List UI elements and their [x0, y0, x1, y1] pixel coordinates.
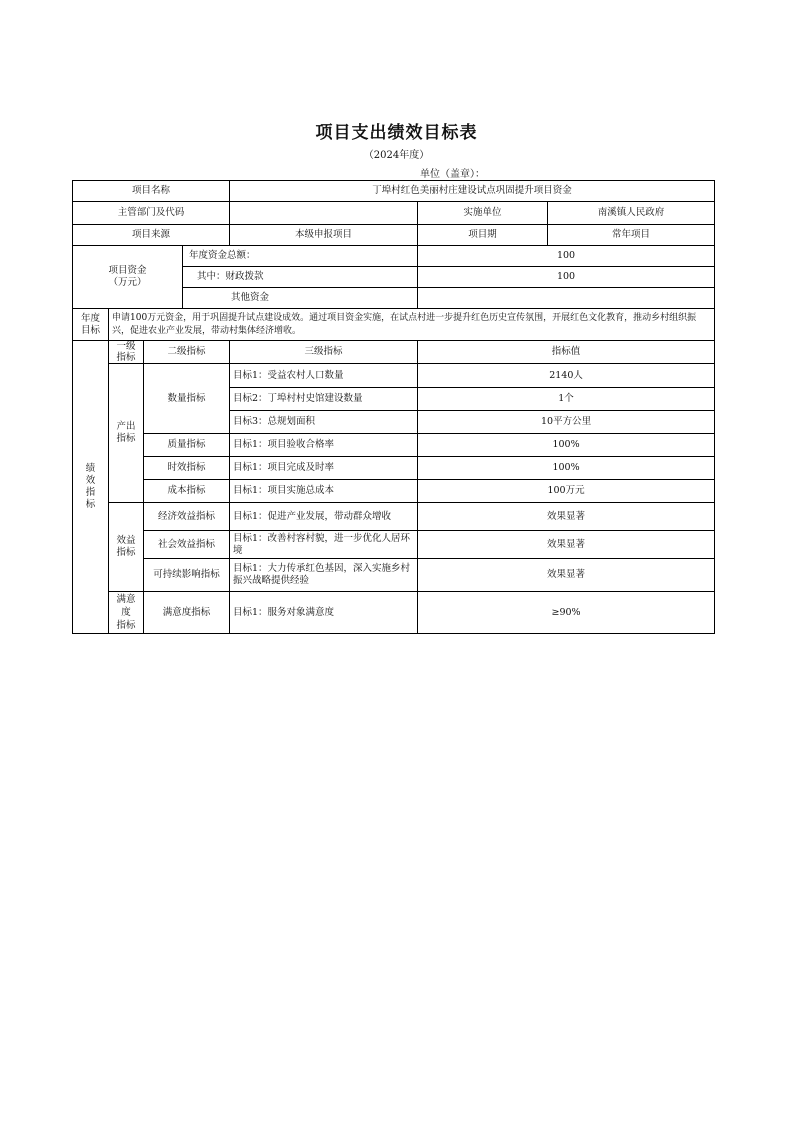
- cost-indicator-label: 成本指标: [144, 480, 230, 503]
- cost-target: 目标1：项目实施总成本: [230, 480, 418, 503]
- project-name-label: 项目名称: [73, 181, 230, 202]
- period-label: 项目期: [418, 225, 548, 246]
- quality-target: 目标1：项目验收合格率: [230, 434, 418, 457]
- social-value: 效果显著: [418, 531, 715, 559]
- quantity-target-1: 目标1：受益农村人口数量: [230, 364, 418, 388]
- annual-goal-text: 申请100万元资金，用于巩固提升试点建设成效。通过项目资金实施，在试点村进一步提升红色历史宣传氛围，开展红色文化教育，推动乡村组织振兴，促进农业产业发展，带动村集体经济增收。: [109, 309, 715, 341]
- table-row-project-name: [73, 181, 715, 202]
- quantity-indicator-label: 数量指标: [144, 364, 230, 434]
- funds-label-line2: （万元）: [108, 277, 147, 288]
- source-value: 本级申报项目: [230, 225, 418, 246]
- output-indicators-label: [109, 364, 144, 503]
- benefit-label-line1: 效益: [116, 535, 136, 546]
- year-subtitle: （2024年度）: [363, 150, 430, 161]
- funds-total-label: 年度资金总额：: [183, 246, 418, 267]
- table-row-dept: [73, 202, 715, 225]
- output-label-line1: 产出: [116, 421, 136, 432]
- level1-header-line1: 一级: [116, 341, 136, 352]
- funds-other-value: [418, 288, 715, 309]
- satisfaction-target: 目标1：服务对象满意度: [230, 592, 418, 634]
- table-row: [73, 503, 715, 531]
- performance-label-char: 标: [85, 499, 96, 510]
- quantity-target-3: 目标3：总规划面积: [230, 411, 418, 434]
- satisfaction-value: ≥90%: [418, 592, 715, 634]
- quality-value: 100%: [418, 434, 715, 457]
- table-row: [73, 592, 715, 634]
- funds-fiscal-value: 100: [418, 267, 715, 288]
- funds-label: [73, 246, 183, 309]
- table-row: [73, 531, 715, 559]
- performance-goal-table: [72, 180, 715, 634]
- timeliness-value: 100%: [418, 457, 715, 480]
- satisfaction-label-line2: 度: [121, 607, 131, 618]
- sustain-value: 效果显著: [418, 559, 715, 592]
- funds-other-label: 其他资金: [183, 288, 418, 309]
- economic-target: 目标1：促进产业发展，带动群众增收: [230, 503, 418, 531]
- level1-header: [109, 341, 144, 364]
- timeliness-indicator-label: 时效指标: [144, 457, 230, 480]
- sustain-indicator-label: 可持续影响指标: [144, 559, 230, 592]
- table-row: [73, 480, 715, 503]
- level3-header: 三级指标: [230, 341, 418, 364]
- table-row: [73, 559, 715, 592]
- page-title: 项目支出绩效目标表: [315, 123, 478, 143]
- benefit-indicators-label: [109, 503, 144, 592]
- level2-header: 二级指标: [144, 341, 230, 364]
- period-value: 常年项目: [548, 225, 715, 246]
- annual-goal-label-line2: 目标: [80, 324, 100, 336]
- unit-seal-label: 单位（盖章）：: [420, 169, 485, 180]
- table-row-indicator-headers: [73, 341, 715, 364]
- table-row-annual-goal: [73, 309, 715, 341]
- value-header: 指标值: [418, 341, 715, 364]
- table-row: [73, 434, 715, 457]
- performance-label-char: 绩: [85, 463, 96, 474]
- quantity-value-1: 2140人: [418, 364, 715, 388]
- funds-total-value: 100: [418, 246, 715, 267]
- cost-value: 100万元: [418, 480, 715, 503]
- social-indicator-label: 社会效益指标: [144, 531, 230, 559]
- impl-unit-label: 实施单位: [418, 202, 548, 225]
- source-label: 项目来源: [73, 225, 230, 246]
- funds-label-line1: 项目资金: [108, 265, 147, 276]
- satisfaction-indicators-label: [109, 592, 144, 634]
- economic-value: 效果显著: [418, 503, 715, 531]
- performance-label-char: 效: [85, 475, 96, 486]
- annual-goal-label-line1: 年度: [80, 312, 100, 324]
- table-row: [73, 364, 715, 388]
- economic-indicator-label: 经济效益指标: [144, 503, 230, 531]
- satisfaction-sub-label: 满意度指标: [144, 592, 230, 634]
- project-name-value: 丁埠村红色美丽村庄建设试点巩固提升项目资金: [230, 181, 715, 202]
- dept-label: 主管部门及代码: [73, 202, 230, 225]
- impl-unit-value: 南溪镇人民政府: [548, 202, 715, 225]
- table-row-source: [73, 225, 715, 246]
- satisfaction-label-line3: 指标: [116, 620, 136, 631]
- sustain-target: 目标1：大力传承红色基因，深入实施乡村振兴战略提供经验: [230, 559, 418, 592]
- quality-indicator-label: 质量指标: [144, 434, 230, 457]
- benefit-label-line2: 指标: [116, 547, 136, 558]
- output-label-line2: 指标: [116, 433, 136, 444]
- level1-header-line2: 指标: [116, 352, 136, 363]
- table-row-funds-total: [73, 246, 715, 267]
- dept-value: [230, 202, 418, 225]
- performance-label-char: 指: [85, 487, 96, 498]
- performance-indicators-label: [73, 341, 109, 634]
- table-row: [73, 457, 715, 480]
- quantity-target-2: 目标2：丁埠村村史馆建设数量: [230, 388, 418, 411]
- social-target: 目标1：改善村容村貌，进一步优化人居环境: [230, 531, 418, 559]
- annual-goal-label: [73, 309, 109, 341]
- timeliness-target: 目标1：项目完成及时率: [230, 457, 418, 480]
- funds-fiscal-label: 其中：财政拨款: [183, 267, 418, 288]
- satisfaction-label-line1: 满意: [116, 594, 136, 605]
- quantity-value-3: 10平方公里: [418, 411, 715, 434]
- quantity-value-2: 1个: [418, 388, 715, 411]
